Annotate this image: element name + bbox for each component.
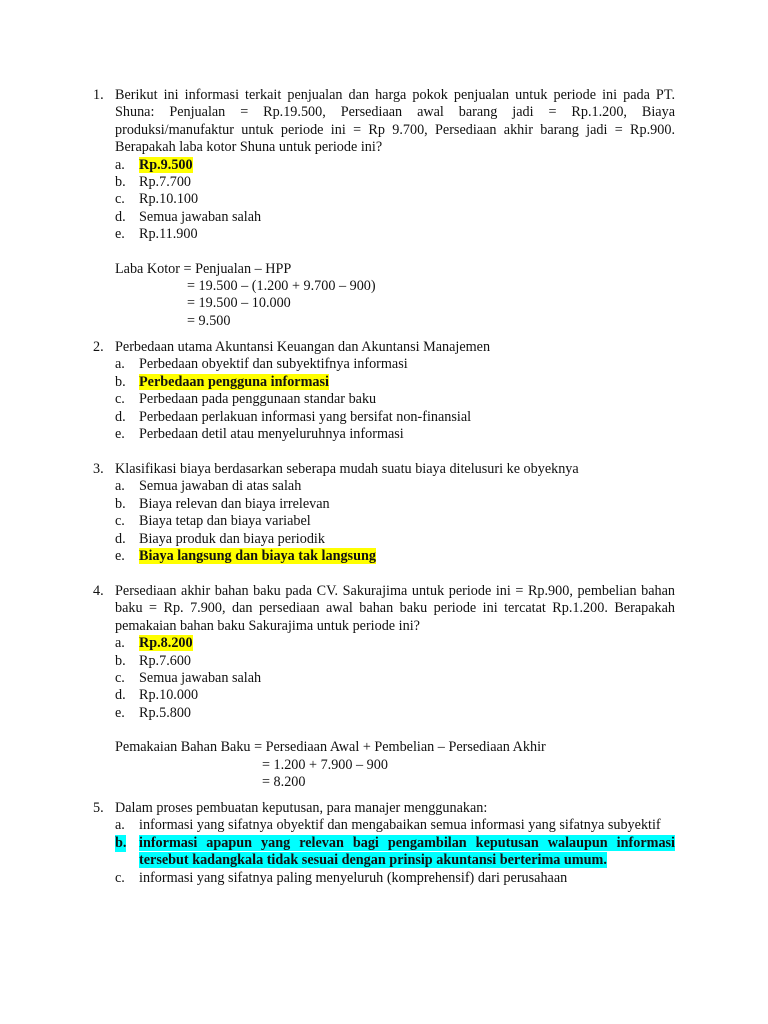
option-c: c. Semua jawaban salah bbox=[115, 670, 262, 687]
option-b: b. Rp.7.600 bbox=[115, 652, 192, 669]
correct-answer: informasi apapun yang relevan bagi pengambilan keputusan walaupun informasi tersebut kadangkala tidak sesuai dengan prinsip akuntansi berterima umum. bbox=[139, 834, 675, 869]
option-b: b. Perbedaan pengguna informasi bbox=[115, 373, 329, 390]
option-a: a. informasi yang sifatnya obyektif dan mengabaikan semua informasi yang sifatnya subyektif bbox=[115, 817, 661, 834]
correct-answer: Biaya langsung dan biaya tak langsung bbox=[139, 548, 376, 565]
calc-line: = 1.200 + 7.900 – 900 bbox=[262, 756, 388, 773]
calculation bbox=[115, 261, 675, 331]
option-d: d. Semua jawaban salah bbox=[115, 208, 262, 225]
question-number: 1. bbox=[93, 87, 104, 103]
question-5 bbox=[93, 800, 675, 887]
question-text: Berikut ini informasi terkait penjualan dan harga pokok penjualan untuk periode ini pada PT. Shuna: Penjualan = Rp.19.500, Persediaan awal barang jadi = Rp.1.200, Biaya produksi/manufaktur untuk periode ini = Rp 9.700, Persediaan akhir barang jadi = Rp.900. Berapakah laba kotor Shuna untuk periode ini? bbox=[115, 87, 675, 156]
option-a: a. Rp.8.200 bbox=[115, 635, 193, 652]
option-b: b. informasi apapun yang relevan bagi pengambilan keputusan walaupun informasi tersebut kadangkala tidak sesuai dengan prinsip akuntansi berterima umum. bbox=[115, 834, 675, 869]
calc-line: = 19.500 – (1.200 + 9.700 – 900) bbox=[187, 278, 376, 295]
correct-answer: Rp.8.200 bbox=[139, 635, 193, 652]
options-list bbox=[115, 478, 675, 565]
question-1 bbox=[93, 87, 675, 330]
question-2 bbox=[93, 339, 675, 443]
calculation bbox=[115, 739, 675, 791]
calc-line: = 8.200 bbox=[262, 774, 306, 791]
question-text: Dalam proses pembuatan keputusan, para manajer menggunakan: bbox=[115, 800, 488, 816]
correct-answer: Rp.9.500 bbox=[139, 156, 193, 173]
calc-line: = 19.500 – 10.000 bbox=[187, 295, 291, 312]
question-3 bbox=[93, 461, 675, 565]
option-e: e. Biaya langsung dan biaya tak langsung bbox=[115, 548, 376, 565]
option-e: e. Rp.11.900 bbox=[115, 226, 198, 243]
option-a: a. Perbedaan obyektif dan subyektifnya informasi bbox=[115, 356, 408, 373]
question-4 bbox=[93, 583, 675, 791]
question-number: 3. bbox=[93, 461, 104, 477]
option-c: c. Perbedaan pada penggunaan standar baku bbox=[115, 391, 377, 408]
calc-line: Laba Kotor = Penjualan – HPP bbox=[115, 260, 292, 277]
option-a: a. Semua jawaban di atas salah bbox=[115, 478, 302, 495]
option-d: d. Perbedaan perlakuan informasi yang bersifat non-finansial bbox=[115, 408, 472, 425]
option-d: d. Rp.10.000 bbox=[115, 687, 199, 704]
option-c: c. informasi yang sifatnya paling menyeluruh (komprehensif) dari perusahaan bbox=[115, 869, 568, 886]
question-text: Perbedaan utama Akuntansi Keuangan dan Akuntansi Manajemen bbox=[115, 339, 491, 355]
option-b: b. Biaya relevan dan biaya irrelevan bbox=[115, 495, 330, 512]
option-c: c. Rp.10.100 bbox=[115, 191, 199, 208]
option-b: b. Rp.7.700 bbox=[115, 174, 192, 191]
options-list bbox=[115, 817, 675, 887]
options-list bbox=[115, 356, 675, 443]
correct-answer: Perbedaan pengguna informasi bbox=[139, 373, 329, 390]
options-list bbox=[115, 635, 675, 722]
options-list bbox=[115, 157, 675, 244]
question-text: Klasifikasi biaya berdasarkan seberapa mudah suatu biaya ditelusuri ke obyeknya bbox=[115, 461, 579, 477]
question-number: 5. bbox=[93, 800, 104, 816]
question-number: 4. bbox=[93, 583, 104, 599]
calc-line: = 9.500 bbox=[187, 312, 231, 329]
option-e: e. Perbedaan detil atau menyeluruhnya informasi bbox=[115, 426, 404, 443]
question-number: 2. bbox=[93, 339, 104, 355]
option-a: a. Rp.9.500 bbox=[115, 156, 193, 173]
question-text: Persediaan akhir bahan baku pada CV. Sakurajima untuk periode ini = Rp.900, pembelian bahan baku = Rp. 7.900, dan persediaan awal bahan baku periode ini tercatat Rp.1.200. Berapakah pemakaian bahan baku Sakurajima untuk periode ini? bbox=[115, 583, 675, 634]
option-e: e. Rp.5.800 bbox=[115, 704, 192, 721]
option-c: c. Biaya tetap dan biaya variabel bbox=[115, 513, 311, 530]
calc-line: Pemakaian Bahan Baku = Persediaan Awal + Pembelian – Persediaan Akhir bbox=[115, 739, 546, 756]
option-d: d. Biaya produk dan biaya periodik bbox=[115, 530, 325, 547]
